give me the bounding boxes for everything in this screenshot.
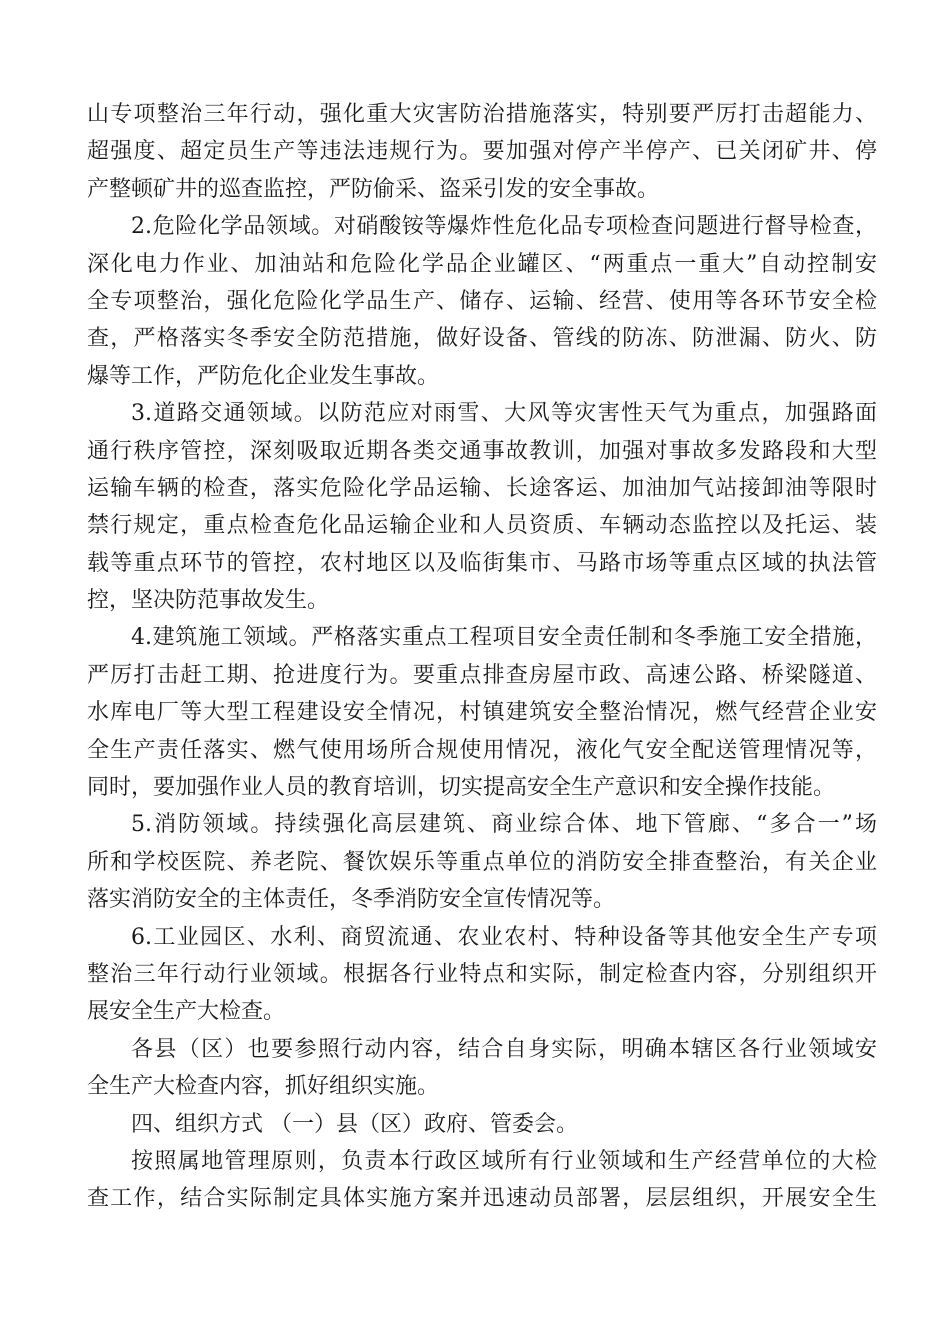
text-line: 落实消防安全的主体责任，冬季消防安全宣传情况等。 [87,887,616,913]
text-line: 5.消防领域。持续强化高层建筑、商业综合体、地下管廊、“多合一”场 [131,812,877,838]
text-line: 同时，要加强作业人员的教育培训，切实提高安全生产意识和安全操作技能。 [87,775,836,801]
text-line: 严厉打击赶工期、抢进度行为。要重点排查房屋市政、高速公路、桥梁隧道、 [87,662,877,688]
text-line: 各县（区）也要参照行动内容，结合自身实际，明确本辖区各行业领域安 [131,1036,877,1062]
document-body [87,96,877,1218]
text-line: 全专项整治，强化危险化学品生产、储存、运输、经营、使用等各环节安全检 [87,288,877,314]
text-line: 超强度、超定员生产等违法违规行为。要加强对停产半停产、已关闭矿井、停 [87,139,877,165]
text-line: 爆等工作，严防危化企业发生事故。 [87,363,440,389]
text-line: 禁行规定，重点检查危化品运输企业和人员资质、车辆动态监控以及托运、装 [87,513,877,539]
text-line: 水库电厂等大型工程建设安全情况，村镇建筑安全整治情况，燃气经营企业安 [87,700,877,726]
text-line: 展安全生产大检查。 [87,999,286,1025]
text-line: 控，坚决防范事故发生。 [87,588,330,614]
text-line: 全生产责任落实、燃气使用场所合规使用情况，液化气安全配送管理情况等， [87,737,877,763]
text-line: 4.建筑施工领域。严格落实重点工程项目安全责任制和冬季施工安全措施， [131,625,877,651]
text-line: 四、组织方式 （一）县（区）政府、管委会。 [131,1111,578,1137]
text-line: 全生产大检查内容，抓好组织实施。 [87,1074,440,1100]
text-line: 运输车辆的检查，落实危险化学品运输、长途客运、加油加气站接卸油等限时 [87,475,877,501]
text-line: 2.危险化学品领域。对硝酸铵等爆炸性危化品专项检查问题进行督导检查， [131,214,877,240]
text-line: 查，严格落实冬季安全防范措施，做好设备、管线的防冻、防泄漏、防火、防 [87,326,877,352]
text-line: 查工作，结合实际制定具体实施方案并迅速动员部署，层层组织，开展安全生 [87,1186,877,1212]
text-line: 载等重点环节的管控，农村地区以及临街集市、马路市场等重点区域的执法管 [87,550,877,576]
text-line: 6.工业园区、水利、商贸流通、农业农村、特种设备等其他安全生产专项 [131,924,877,950]
text-line: 山专项整治三年行动，强化重大灾害防治措施落实，特别要严厉打击超能力、 [87,102,877,127]
text-line: 通行秩序管控，深刻吸取近期各类交通事故教训，加强对事故多发路段和大型 [87,438,877,464]
text-line: 产整顿矿井的巡查监控，严防偷采、盗采引发的安全事故。 [87,176,660,202]
text-line: 3.道路交通领域。以防范应对雨雪、大风等灾害性天气为重点，加强路面 [131,401,877,427]
text-line: 整治三年行动行业领域。根据各行业特点和实际，制定检查内容，分别组织开 [87,961,877,987]
text-line: 按照属地管理原则，负责本行政区域所有行业领域和生产经营单位的大检 [131,1148,877,1174]
text-line: 所和学校医院、养老院、餐饮娱乐等重点单位的消防安全排查整治，有关企业 [87,849,877,875]
text-line: 深化电力作业、加油站和危险化学品企业罐区、“两重点一重大”自动控制安 [87,251,877,277]
